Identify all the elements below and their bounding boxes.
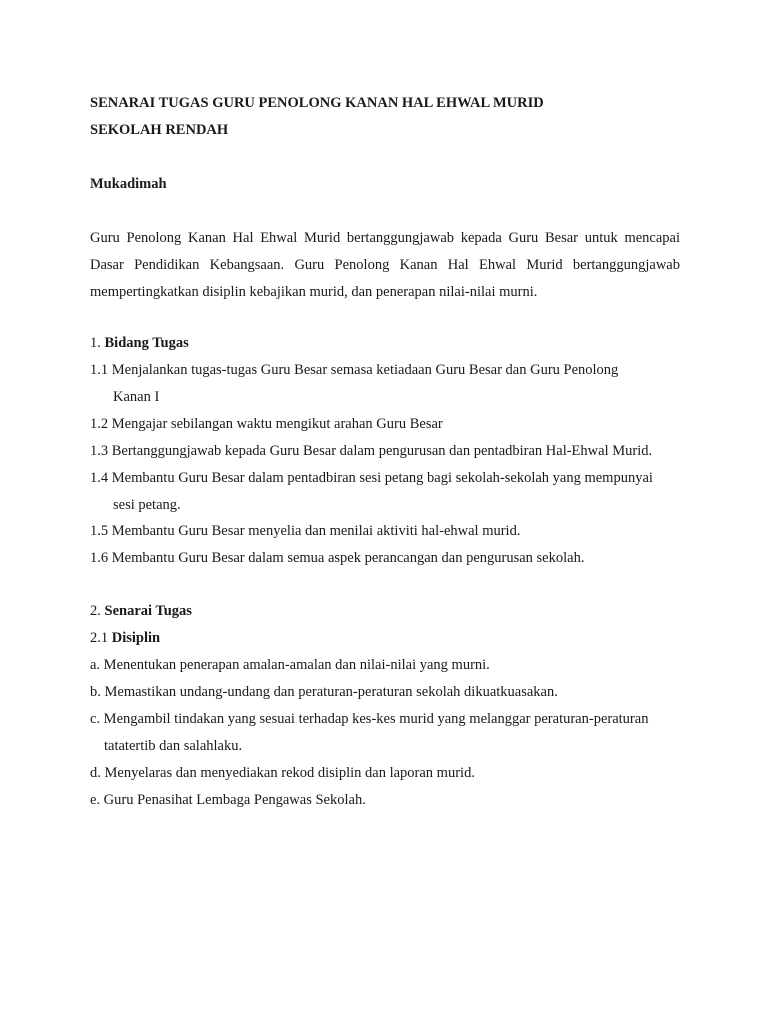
- section-2-title: Senarai Tugas: [104, 603, 192, 619]
- list-item-continuation: tatatertib dan salahlaku.: [104, 738, 243, 754]
- preamble-line: Guru Penolong Kanan Hal Ehwal Murid bertanggungjawab kepada Guru Besar untuk mencapai: [90, 230, 680, 246]
- list-item: 1.5 Membantu Guru Besar menyelia dan menilai aktiviti hal-ehwal murid.: [90, 523, 521, 539]
- list-item: 1.6 Membantu Guru Besar dalam semua aspek perancangan dan pengurusan sekolah.: [90, 550, 585, 566]
- list-item: 1.4 Membantu Guru Besar dalam pentadbiran sesi petang bagi sekolah-sekolah yang mempunyai: [90, 470, 653, 486]
- list-item: 1.3 Bertanggungjawab kepada Guru Besar dalam pengurusan dan pentadbiran Hal-Ehwal Murid.: [90, 443, 653, 459]
- list-item: e. Guru Penasihat Lembaga Pengawas Sekolah.: [90, 792, 366, 808]
- document-subtitle: SEKOLAH RENDAH: [90, 122, 229, 138]
- subsection-2-1-number: 2.1: [90, 630, 109, 646]
- section-1-number: 1.: [90, 335, 101, 351]
- section-2-number: 2.: [90, 603, 101, 619]
- preamble-heading: Mukadimah: [90, 176, 167, 192]
- preamble-line: Dasar Pendidikan Kebangsaan. Guru Penolong Kanan Hal Ehwal Murid bertanggungjawab: [90, 257, 680, 273]
- preamble-line: mempertingkatkan disiplin kebajikan murid, dan penerapan nilai-nilai murni.: [90, 284, 538, 300]
- list-item: 1.1 Menjalankan tugas-tugas Guru Besar semasa ketiadaan Guru Besar dan Guru Penolong: [90, 362, 619, 378]
- list-item: d. Menyelaras dan menyediakan rekod disiplin dan laporan murid.: [90, 765, 475, 781]
- subsection-2-1-title: Disiplin: [111, 630, 161, 646]
- subsection-2-1-heading: [90, 629, 160, 647]
- section-1-heading: [90, 334, 189, 352]
- section-1-title: Bidang Tugas: [104, 335, 189, 351]
- list-item: a. Menentukan penerapan amalan-amalan dan nilai-nilai yang murni.: [90, 657, 490, 673]
- list-item-continuation: Kanan I: [113, 389, 160, 405]
- list-item: 1.2 Mengajar sebilangan waktu mengikut arahan Guru Besar: [90, 416, 443, 432]
- list-item: c. Mengambil tindakan yang sesuai terhadap kes-kes murid yang melanggar peraturan-peraturan: [90, 711, 649, 727]
- document-title: SENARAI TUGAS GURU PENOLONG KANAN HAL EHWAL MURID: [90, 95, 544, 111]
- section-2-heading: [90, 602, 192, 620]
- list-item: b. Memastikan undang-undang dan peraturan-peraturan sekolah dikuatkuasakan.: [90, 684, 558, 700]
- list-item-continuation: sesi petang.: [113, 497, 181, 513]
